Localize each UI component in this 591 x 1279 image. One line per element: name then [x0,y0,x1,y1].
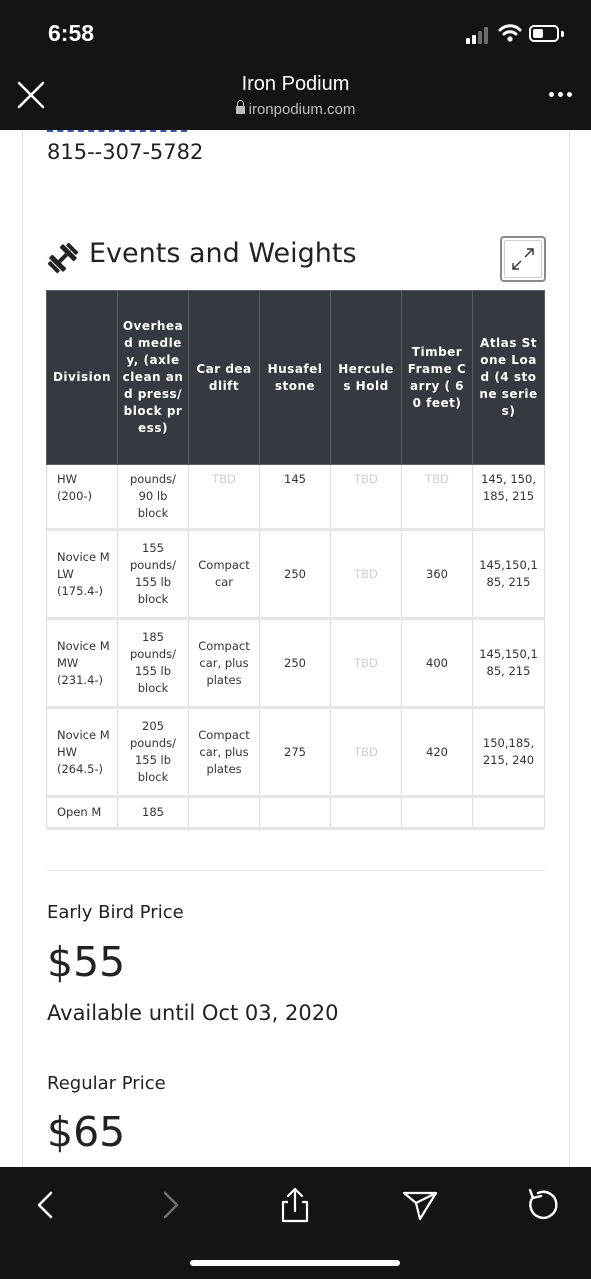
table-cell: Compact car, plus plates [189,708,260,797]
table-row [47,530,545,619]
table-cell: 185 pounds/ 155 lb block [118,619,189,708]
table-cell: Novice M LW (175.4-) [47,530,118,619]
lock-icon [236,106,245,114]
table-cell: TBD [331,619,402,708]
url-text: ironpodium.com [248,101,356,118]
more-icon[interactable] [549,92,573,98]
back-icon[interactable] [26,1185,66,1225]
table-cell [260,797,331,829]
table-cell: 205 pounds/ 155 lb block [118,708,189,797]
table-cell: Open M [47,797,118,829]
early-bird-price: $55 [47,938,126,986]
dumbbell-icon [46,241,80,275]
col-header-husafel-stone: Husafel stone [260,291,331,465]
table-cell: 145,150,185, 215 [473,619,545,708]
col-header-overhead-medley: Overhead medley, (axle clean and press/ block press) [118,291,189,465]
page-title: Iron Podium [241,73,350,95]
col-header-car-deadlift: Car deadlift [189,291,260,465]
regular-price: $65 [47,1108,126,1156]
table-cell: TBD [331,708,402,797]
table-cell: 360 [402,530,473,619]
table-cell [331,797,402,829]
table-cell: 250 [260,530,331,619]
top-bar [0,0,591,130]
table-cell: HW (200-) [47,465,118,530]
early-bird-label: Early Bird Price [47,902,184,923]
col-header-division: Division [47,291,118,465]
table-header-row [47,291,545,465]
expand-icon [502,238,544,280]
col-header-timber-frame-carry: Timber Frame Carry ( 60 feet) [402,291,473,465]
table-cell: Novice M MW (231.4-) [47,619,118,708]
section-divider [47,870,545,871]
table-row [47,465,545,530]
reload-icon[interactable] [524,1185,564,1225]
table-row [47,708,545,797]
col-header-hercules-hold: Hercules Hold [331,291,402,465]
home-indicator[interactable] [190,1260,400,1266]
battery-icon [529,25,559,42]
table-cell: 145, 150, 185, 215 [473,465,545,530]
table-cell: Compact car, plus plates [189,619,260,708]
events-table [46,290,545,830]
early-bird-availability: Available until Oct 03, 2020 [47,1001,339,1025]
table-cell: 145,150,185, 215 [473,530,545,619]
col-header-atlas-stone-load: Atlas Stone Load (4 stone series) [473,291,545,465]
page-url [0,101,591,118]
section-title: Events and Weights [89,238,357,269]
table-cell: 185 [118,797,189,829]
table-cell: 275 [260,708,331,797]
regular-price-label: Regular Price [47,1073,166,1094]
table-row [47,619,545,708]
table-cell: Novice M HW (264.5-) [47,708,118,797]
email-link-partial[interactable] [47,130,187,132]
table-cell: TBD [189,465,260,530]
table-cell: 400 [402,619,473,708]
share-icon[interactable] [275,1185,315,1225]
forward-icon[interactable] [150,1185,190,1225]
table-cell: 420 [402,708,473,797]
table-cell: 155 pounds/ 155 lb block [118,530,189,619]
expand-button[interactable] [500,236,546,282]
content-card [22,130,570,1167]
table-cell [402,797,473,829]
battery-tip [561,31,564,37]
table-cell [473,797,545,829]
table-cell: 145 [260,465,331,530]
wifi-icon [498,22,522,44]
table-cell: 250 [260,619,331,708]
status-time: 6:58 [48,20,95,46]
table-row [47,797,545,829]
send-icon[interactable] [400,1185,440,1225]
table-cell: TBD [331,530,402,619]
table-cell: pounds/ 90 lb block [118,465,189,530]
table-cell: Compact car [189,530,260,619]
table-cell: TBD [331,465,402,530]
table-cell: 150,185, 215, 240 [473,708,545,797]
table-cell [189,797,260,829]
phone-number[interactable]: 815--307-5782 [47,140,204,164]
table-cell: TBD [402,465,473,530]
cellular-signal-icon [466,26,492,44]
